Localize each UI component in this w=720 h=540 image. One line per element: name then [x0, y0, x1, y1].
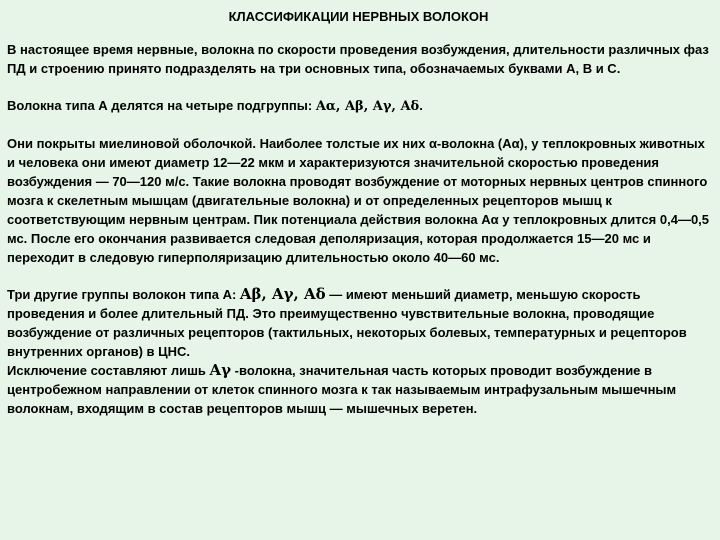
page-title: КЛАССИФИКАЦИИ НЕРВНЫХ ВОЛОКОН: [228, 9, 489, 24]
paragraph-a-subgroups: [7, 96, 710, 116]
exception-symbol: Aγ: [209, 361, 232, 379]
paragraph-fiber-types: В настоящее время нервные, волокна по скорости проведения возбуждения, длительности различных фаз ПД и строению принято подразделять на три основных типа, обозначаемых буквами А, В и С.: [7, 42, 709, 76]
other-groups-text-after: — имеют меньший диаметр, меньшую скорость проведения и более длительный ПД. Это преимущественно чувствительные волокна, проводящие возбуждение от различных рецепторов (тактильных, некоторых болевых, температурных и рецепторов внутренних органов) в ЦНС.: [7, 287, 687, 359]
exception-text-after: -волокна, значительная часть которых проводит возбуждение в центробежном направлении от клеток спинного мозга к так называемым интрафузальным мышечным волокнам, входящим в состав рецепторов мышц — мышечных веретен.: [7, 363, 677, 416]
a-subgroups-text: Волокна типа А делятся на четыре подгруппы:: [7, 98, 316, 113]
a-subgroups-end: .: [419, 98, 423, 113]
paragraph-other-groups: [7, 285, 710, 361]
exception-text-before: Исключение составляют лишь: [7, 363, 210, 378]
other-groups-symbols: Aβ, Aγ, Aδ: [239, 285, 326, 303]
paragraph-alpha-fibers: Они покрыты миелиновой оболочкой. Наиболее толстые их них α-волокна (Aα), у теплокровных животных и человека они имеют диаметр 12—22 мкм и характеризуются значительной скоростью проведения возбуждения — 70—120 м/с. Такие волокна проводят возбуждение от моторных нервных центров спинного мозга к скелетным мышцам (двигательные волокна) и от определенных рецепторов мышц к соответствующим нервным центрам. Пик потенциала действия волокна Аα у теплокровных длится 0,4—0,5 мс. После его окончания развивается следовая деполяризация, которая продолжается 15—20 мс и переходит в следовую гиперполяризацию длительностью около 40—60 мс.: [7, 136, 710, 265]
paragraph-exception: [7, 361, 710, 418]
a-subgroups-symbols: Aα, Aβ, Aγ, Aδ: [315, 99, 420, 114]
other-groups-text-before: Три другие группы волокон типа А:: [7, 287, 240, 302]
